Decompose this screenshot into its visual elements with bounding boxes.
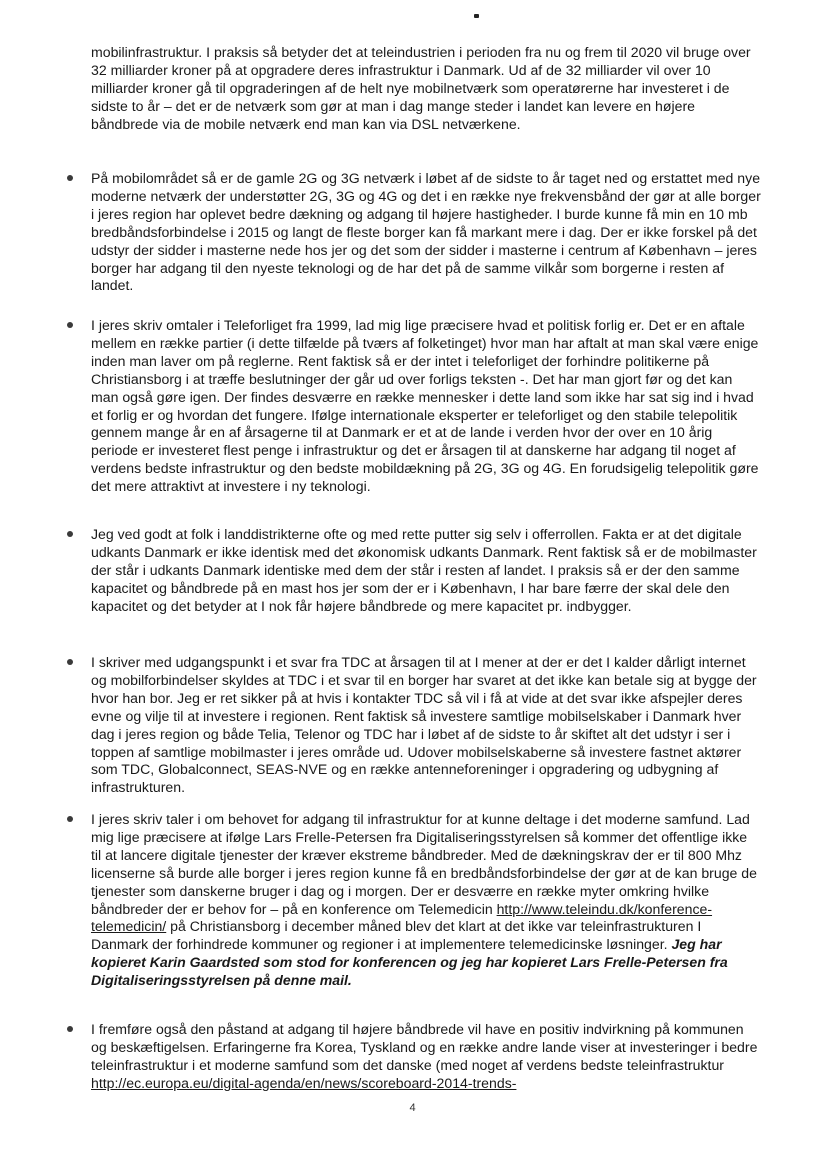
list-item-text-part: I jeres skriv taler i om behovet for adgang til infrastruktur for at kunne deltage i det moderne samfund. Lad mig lige præcisere at ifølge Lars Frelle-Petersen fra Digitaliseringsstyrelsen så kommer det offentlige ikke til at lancere digitale tjenester der kræver ekstreme båndbreder. Med de dækningskrav der er til 800 Mhz licenserne så burde alle borger i jeres region kunne få en bredbåndsforbindelse der gør at de kan bruge de tjenester som danskerne bruger i dag og i morgen. Der er desværre en række myter omkring hvilke båndbreder der er behov for – på en konference om Telemedicin [91,811,757,917]
list-item-text: På mobilområdet så er de gamle 2G og 3G netværk i løbet af de sidste to år taget ned og erstattet med nye moderne netværk der understøtter 2G, 3G og 4G og det i en række nye frekvensbånd der gør at alle borger i jeres region har oplevet bedre dækning og adgang til højere hastigheder. I burde kunne få min en 10 mb bredbåndsforbindelse i 2015 og langt de fleste borger kan få markant mere i dag. Der er ikke forskel på det udstyr der sidder i masterne nede hos jer og det som der sidder i masterne i centrum af København – jeres borger har adgang til den nyeste teknologi og de har det på de samme vilkår som borgerne i resten af landet. [91,170,761,294]
bullet-icon [67,175,73,181]
list-item [91,170,761,295]
list-item-text: I skriver med udgangspunkt i et svar fra TDC at årsagen til at I mener at der er det I kalder dårligt internet og mobilforbindelser skyldes at TDC i et svar til en borger har svaret at det ikke kan betale sig at bygge der hvor han bor. Jeg er ret sikker på at hvis i kontakter TDC så vil i få at vide at det svar ikke afspejler deres evne og vilje til at investere i regionen. Rent faktisk så investere samtlige mobilselskaber i Danmark hver dag i jeres region og både Telia, Telenor og TDC har i løbet af de sidste to år skiftet alt det udstyr i ser i toppen af samtlige mobilmaster i jeres område ud. Udover mobilselskaberne så investere fastnet aktører som TDC, Globalconnect, SEAS-NVE og en række antenneforeninger i opgradering og udbygning af infrastrukturen. [91,654,757,796]
list-item-text-part: på Christiansborg i december måned blev det klart at det ikke var teleinfrastrukturen I Danmark der forhindrede kommuner og regioner i at implementere telemedicinske løsninger. [91,918,702,953]
list-item [91,654,761,797]
list-item [91,317,761,496]
list-item [91,526,761,616]
bullet-icon [67,816,73,822]
list-item [91,811,761,990]
bullet-icon [67,659,73,665]
scan-mark [474,14,479,18]
bullet-icon [67,322,73,328]
list-item [91,1021,761,1093]
list-item-text: I jeres skriv omtaler i Teleforliget fra 1999, lad mig lige præcisere hvad et politisk forlig er. Det er en aftale mellem en række partier (i dette tilfælde på tværs af folketinget) hvor man har aftalt at man skal være enige inden man laver om på reglerne. Rent faktisk så er der intet i teleforliget der forhindre politikerne på Christiansborg i at træffe beslutninger der går ud over forligs teksten -. Det har man gjort før og det kan man også gøre igen. Der findes desværre en række mennesker i dette land som ikke har sat sig ind i hvad et forlig er og hvordan det fungere. Ifølge internationale eksperter er teleforliget og den stabile telepolitik gennem mange år en af årsagerne til at Danmark er et at de lande i verden hvor der over en 10 årig periode er investeret flest penge i infrastruktur og det er årsagen til at danskerne har adgang til noget af verdens bedste infrastruktur og den bedste mobildækning på 2G, 3G og 4G. En forudsigelig telepolitik gøre det mere attraktivt at investere i ny teknologi. [91,317,759,495]
page-number: 4 [409,1102,416,1114]
list-item-text: Jeg ved godt at folk i landdistrikterne ofte og med rette putter sig selv i offerrollen. Fakta er at det digitale udkants Danmark er ikke identisk med det økonomisk udkants Danmark. Rent faktisk så er de mobilmaster der står i udkants Danmark identiske med dem der står i resten af landet. I praksis så er der den samme kapacitet og båndbrede på en mast hos jer som der er i København, I har bare færre der skal dele den kapacitet og det betyder at I nok får højere båndbrede og mere kapacitet pr. indbygger. [91,526,757,614]
bullet-icon [67,1026,73,1032]
list-item-text-part: I fremføre også den påstand at adgang til højere båndbrede vil have en positiv indvirkning på kommunen og beskæftigelsen. Erfaringerne fra Korea, Tyskland og en række andre lande viser at investeringer i bedre teleinfrastruktur i et moderne samfund som det danske (med noget af verdens bedste teleinfrastruktur [91,1021,758,1073]
list-item-text [91,811,761,990]
bullet-icon [67,531,73,537]
scoreboard-link[interactable]: http://ec.europa.eu/digital-agenda/en/news/scoreboard-2014-trends- [91,1074,517,1091]
list-item-text [91,1021,761,1093]
telemedicin-link[interactable]: http://www.teleindu.dk/konference-telemedicin/ [91,900,713,935]
emphasis-note: Jeg har kopieret Karin Gaardsted som stod for konferencen og jeg har kopieret Lars Frelle-Petersen fra Digitaliseringsstyrelsen på denne mail. [91,936,728,989]
intro-paragraph: mobilinfrastruktur. I praksis så betyder det at teleindustrien i perioden fra nu og frem til 2020 vil bruge over 32 milliarder kroner på at opgradere deres infrastruktur i Danmark. Ud af de 32 milliarder vil over 10 milliarder kroner gå til opgraderingen af de helt nye mobilnetværk som operatørerne har investeret i de sidste to år – det er de netværk som gør at man i dag mange steder i landet kan levere en højere båndbrede via de mobile netværk end man kan via DSL netværkene. [91,44,751,132]
